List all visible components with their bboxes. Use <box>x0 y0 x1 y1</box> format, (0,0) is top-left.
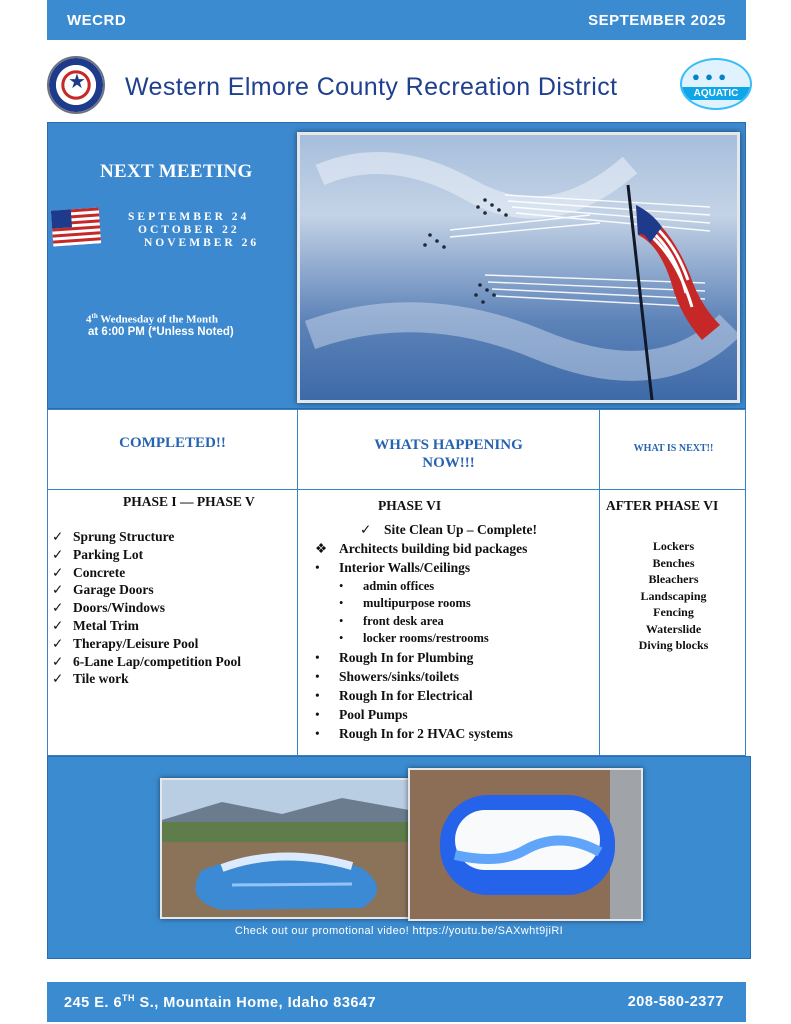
meeting-schedule-note: 4th Wednesday of the Month <box>86 312 218 326</box>
next-items-list <box>600 538 747 654</box>
list-item: Diving blocks <box>638 638 709 652</box>
aquatic-center-logo <box>680 58 752 110</box>
list-item: Benches <box>652 555 695 570</box>
meeting-time-note: at 6:00 PM (*Unless Noted) <box>88 326 234 338</box>
checkmark-icon: ✓ <box>360 522 372 537</box>
list-item: • Rough In for Electrical <box>315 686 537 705</box>
list-item: • Rough In for Plumbing <box>315 648 537 667</box>
masthead <box>47 48 752 118</box>
completed-heading: COMPLETED!! <box>119 435 226 451</box>
list-item: ❖ Architects building bid packages <box>315 539 537 558</box>
bullet-icon: • <box>315 649 320 665</box>
issue-date: SEPTEMBER 2025 <box>588 11 726 29</box>
list-item: • front desk area <box>315 613 537 631</box>
star-icon: ★ <box>68 71 86 93</box>
list-item: • Pool Pumps <box>315 705 537 724</box>
promo-panel <box>47 756 751 959</box>
next-meeting-title: NEXT MEETING <box>100 161 253 182</box>
list-item: ✓ Sprung Structure <box>52 529 175 544</box>
list-item: ✓ Tile work <box>52 671 129 687</box>
facility-aerial-photo <box>160 778 411 919</box>
list-item: • Showers/sinks/toilets <box>315 667 537 686</box>
completed-phase-label: PHASE I — PHASE V <box>123 494 255 509</box>
list-item: Fencing <box>653 605 694 619</box>
district-title: Western Elmore County Recreation District <box>125 73 618 101</box>
list-item: • locker rooms/restrooms <box>315 630 537 648</box>
list-item: ✓ Doors/Windows <box>52 600 166 616</box>
bullet-icon: • <box>315 707 320 723</box>
meeting-date-1: SEPTEMBER 24 <box>128 211 250 223</box>
footer-banner <box>47 982 746 1022</box>
checkmark-icon: ✓ <box>52 529 64 544</box>
list-item: ✓ Metal Trim <box>52 617 139 633</box>
bullet-icon: • <box>315 560 320 576</box>
bullet-icon: • <box>315 668 320 684</box>
checkmark-icon: ✓ <box>52 653 64 669</box>
list-item: • Interior Walls/Ceilings <box>315 558 537 577</box>
top-banner <box>47 0 746 40</box>
list-item: Waterslide <box>645 621 702 636</box>
what-is-next-heading: WHAT IS NEXT!! <box>633 443 714 454</box>
list-item: ✓ Concrete <box>52 564 126 580</box>
checkmark-icon: ✓ <box>52 546 64 562</box>
address: 245 E. 6TH S., Mountain Home, Idaho 83647 <box>64 993 377 1011</box>
aquatic-logo-text: AQUATIC <box>682 87 750 100</box>
happening-now-list <box>315 520 537 744</box>
current-phase-label: PHASE VI <box>378 498 442 513</box>
list-item: ✓ Site Clean Up – Complete! <box>315 520 537 539</box>
bullet-icon: • <box>339 596 344 611</box>
bullet-icon: • <box>339 578 344 593</box>
meeting-date-3: NOVEMBER 26 <box>144 237 260 249</box>
list-item: Landscaping <box>640 588 707 603</box>
next-phase-label: AFTER PHASE VI <box>606 498 719 513</box>
district-seal-logo <box>47 56 105 114</box>
list-item: • multipurpose rooms <box>315 595 537 613</box>
phone-number: 208-580-2377 <box>627 994 724 1010</box>
diamond-bullet-icon: ❖ <box>315 541 328 557</box>
checkmark-icon: ✓ <box>52 671 64 687</box>
swimmers-icon: ● ● ● <box>692 69 728 84</box>
list-item: Bleachers <box>648 572 699 586</box>
district-abbreviation: WECRD <box>67 11 127 29</box>
meeting-date-2: OCTOBER 22 <box>138 224 240 236</box>
checkmark-icon: ✓ <box>52 635 64 651</box>
american-flag-icon <box>51 207 101 246</box>
list-item: • Rough In for 2 HVAC systems <box>315 724 537 743</box>
list-item: ✓ Garage Doors <box>52 582 154 598</box>
next-meeting-panel <box>47 122 746 409</box>
checkmark-icon: ✓ <box>52 617 64 633</box>
checkmark-icon: ✓ <box>52 582 64 598</box>
checkmark-icon: ✓ <box>52 600 64 616</box>
facility-overhead-photo <box>408 768 643 921</box>
happening-now-heading: WHATS HAPPENING NOW!!! <box>374 437 523 471</box>
bullet-icon: • <box>315 688 320 704</box>
list-item: ✓ 6-Lane Lap/competition Pool <box>52 653 241 669</box>
project-status-table <box>47 409 746 756</box>
promo-video-link[interactable]: Check out our promotional video! https://youtu.be/SAXwht9jiRI <box>234 925 564 937</box>
list-item: ✓ Parking Lot <box>52 546 144 562</box>
bullet-icon: • <box>339 631 344 646</box>
checkmark-icon: ✓ <box>52 564 64 580</box>
air-show-flag-photo <box>297 132 740 403</box>
bullet-icon: • <box>339 613 344 628</box>
bullet-icon: • <box>315 726 320 742</box>
list-item: • admin offices <box>315 578 537 596</box>
completed-list <box>52 528 241 688</box>
list-item: Lockers <box>652 539 695 553</box>
list-item: ✓ Therapy/Leisure Pool <box>52 635 199 651</box>
